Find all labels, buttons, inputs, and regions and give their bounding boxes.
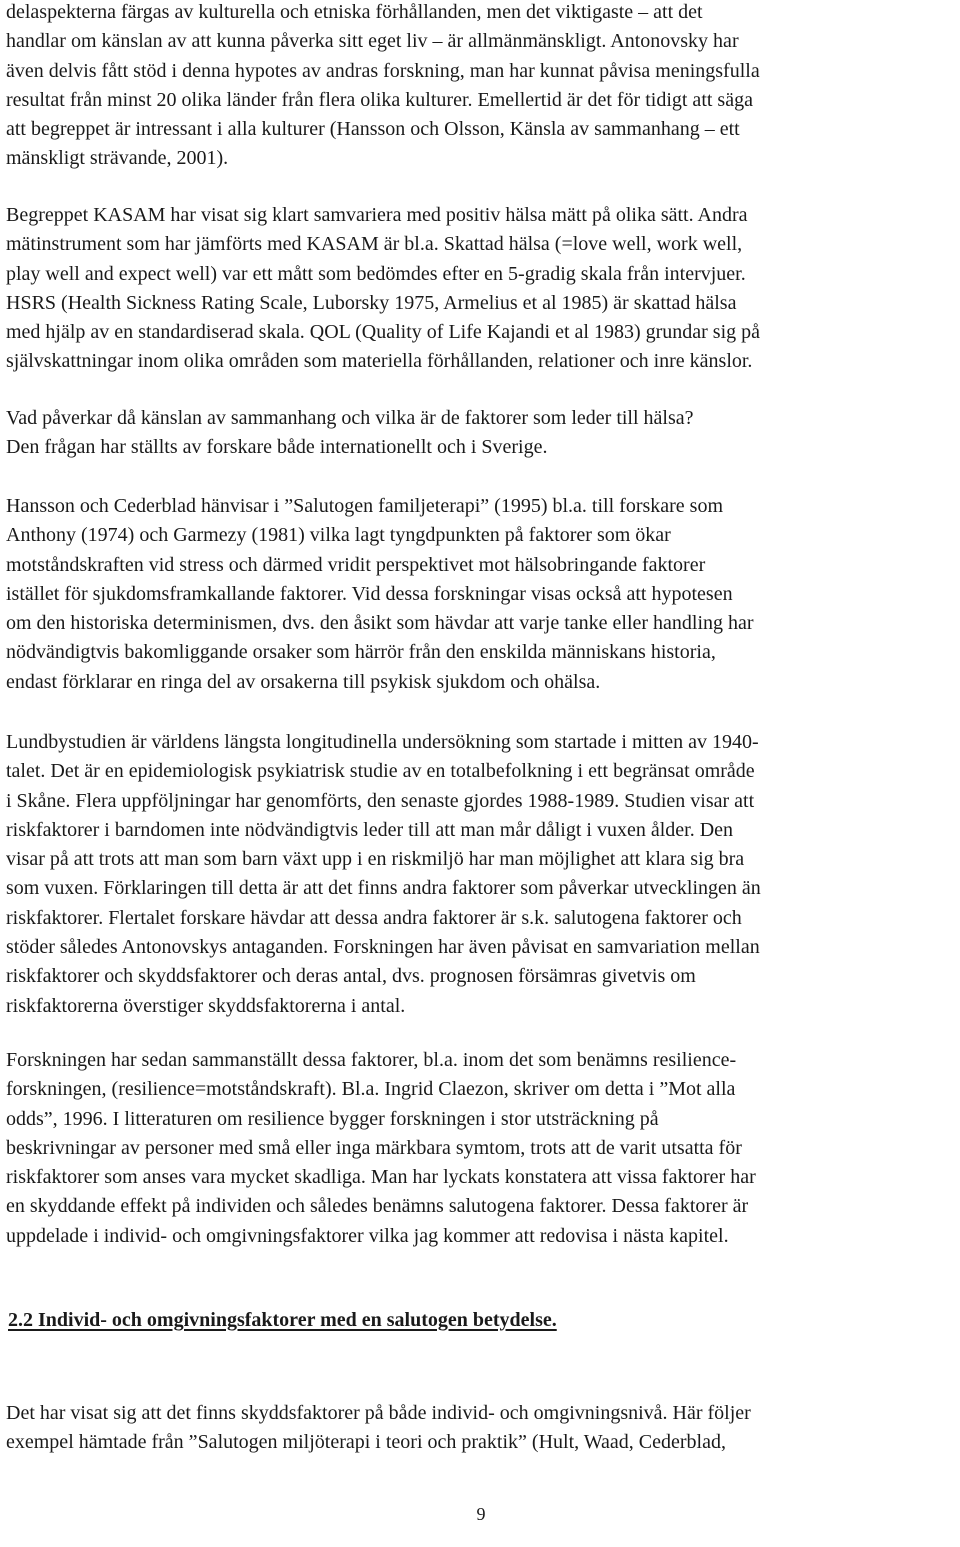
text-line: stöder således Antonovskys antaganden. Forskningen har även påvisat en samvariation mellan [6,936,760,959]
paragraph-kasam-culture [6,0,760,174]
text-line: om den historiska determinismen, dvs. den åsikt som hävdar att varje tanke eller handling har [6,612,754,635]
text-line: att begreppet är intressant i alla kulturer (Hansson och Olsson, Känsla av sammanhang – ett [6,118,740,141]
text-line: Den frågan har ställts av forskare både internationellt och i Sverige. [6,436,548,459]
text-line: Lundbystudien är världens längsta longitudinella undersökning som startade i mitten av 1940- [6,731,759,753]
text-line: uppdelade i individ- och omgivningsfaktorer vilka jag kommer att redovisa i nästa kapitel. [6,1224,729,1247]
page-number: 9 [476,1504,486,1524]
text-line: mätinstrument som har jämförts med KASAM är bl.a. Skattad hälsa (=love well, work well, [6,233,743,256]
text-line: Forskningen har sedan sammanställt dessa faktorer, bl.a. inom det som benämns resilience- [6,1049,737,1071]
text-line: självskattningar inom olika områden som materiella förhållanden, relationer och inre känslor. [6,350,753,373]
text-line: en skyddande effekt på individen och således benämns salutogena faktorer. Dessa faktorer är [6,1195,749,1218]
paragraph-resilience [6,1046,756,1251]
text-line: nödvändigtvis bakomliggande orsaker som härrör från den enskilda människans historia, [6,641,716,664]
paragraph-kasam-measures [6,201,760,377]
text-line: som vuxen. Förklaringen till detta är att det finns andra faktorer som påverkar utvecklingen än [6,877,761,900]
text-line: Begreppet KASAM har visat sig klart samvariera med positiv hälsa mätt på olika sätt. Andra [6,204,748,226]
text-line: endast förklarar en ringa del av orsakerna till psykisk sjukdom och ohälsa. [6,670,601,693]
text-line: motståndskraften vid stress och därmed vridit perspektivet mot hälsobringande faktorer [6,553,706,576]
text-line: delaspekterna färgas av kulturella och etniska förhållanden, men det viktigaste – att det [6,1,703,23]
section-heading: 2.2 Individ- och omgivningsfaktorer med en salutogen betydelse. [8,1309,557,1331]
text-line: med hjälp av en standardiserad skala. QOL (Quality of Life Kajandi et al 1983) grundar sig på [6,321,761,344]
text-line: riskfaktorer som anses vara mycket skadliga. Man har lyckats konstatera att vissa faktorer har [6,1166,756,1189]
text-line: beskrivningar av personer med små eller inga märkbara symtom, trots att de varit utsatta för [6,1136,742,1159]
text-line: riskfaktorer och skyddsfaktorer och deras antal, dvs. prognosen försämras givetvis om [6,965,696,988]
text-line: istället för sjukdomsframkallande faktorer. Vid dessa forskningar visas också att hypotesen [6,582,733,605]
text-line: Vad påverkar då känslan av sammanhang och vilka är de faktorer som leder till hälsa? [6,407,694,429]
text-line: mänskligt strävande, 2001). [6,147,229,170]
paragraph-question [6,404,694,463]
paragraph-hansson-cederblad [6,492,754,697]
paragraph-lundbystudien [6,728,761,1021]
text-line: i Skåne. Flera uppföljningar har genomförts, den senaste gjordes 1988-1989. Studien visar att [6,789,755,812]
text-line: forskningen, (resilience=motståndskraft). Bl.a. Ingrid Claezon, skriver om detta i ”Mot alla [6,1078,736,1101]
text-line: HSRS (Health Sickness Rating Scale, Luborsky 1975, Armelius et al 1985) är skattad hälsa [6,291,737,314]
paragraph-skyddsfaktorer [6,1399,751,1458]
text-line: visar på att trots att man som barn växt upp i en riskmiljö har man möjlighet att klara sig bra [6,848,745,871]
text-line: även delvis fått stöd i denna hypotes av andras forskning, man har kunnat påvisa meningsfulla [6,59,760,82]
text-line: talet. Det är en epidemiologisk psykiatrisk studie av en totalbefolkning i ett begränsat område [6,760,755,783]
text-line: resultat från minst 20 olika länder från flera olika kulturer. Emellertid är det för tidigt att säga [6,88,753,111]
text-line: odds”, 1996. I litteraturen om resilience bygger forskningen i stor utsträckning på [6,1107,659,1130]
text-line: riskfaktorer i barndomen inte nödvändigtvis leder till att man mår dåligt i vuxen ålder. Den [6,818,734,841]
text-line: riskfaktorerna överstiger skyddsfaktorerna i antal. [6,994,406,1017]
text-line: Det har visat sig att det finns skyddsfaktorer på både individ- och omgivningsnivå. Här följer [6,1402,751,1424]
text-line: play well and expect well) var ett mått som bedömdes efter en 5-gradig skala från intervjuer. [6,262,746,285]
text-line: Hansson och Cederblad hänvisar i ”Salutogen familjeterapi” (1995) bl.a. till forskare som [6,495,724,517]
text-line: riskfaktorer. Flertalet forskare hävdar att dessa andra faktorer är s.k. salutogena faktorer och [6,906,742,929]
text-line: Anthony (1974) och Garmezy (1981) vilka lagt tyngdpunkten på faktorer som ökar [6,524,671,547]
text-line: handlar om känslan av att kunna påverka sitt eget liv – är allmänmänskligt. Antonovsky har [6,30,739,53]
text-line: exempel hämtade från ”Salutogen miljöterapi i teori och praktik” (Hult, Waad, Cederblad, [6,1431,726,1454]
